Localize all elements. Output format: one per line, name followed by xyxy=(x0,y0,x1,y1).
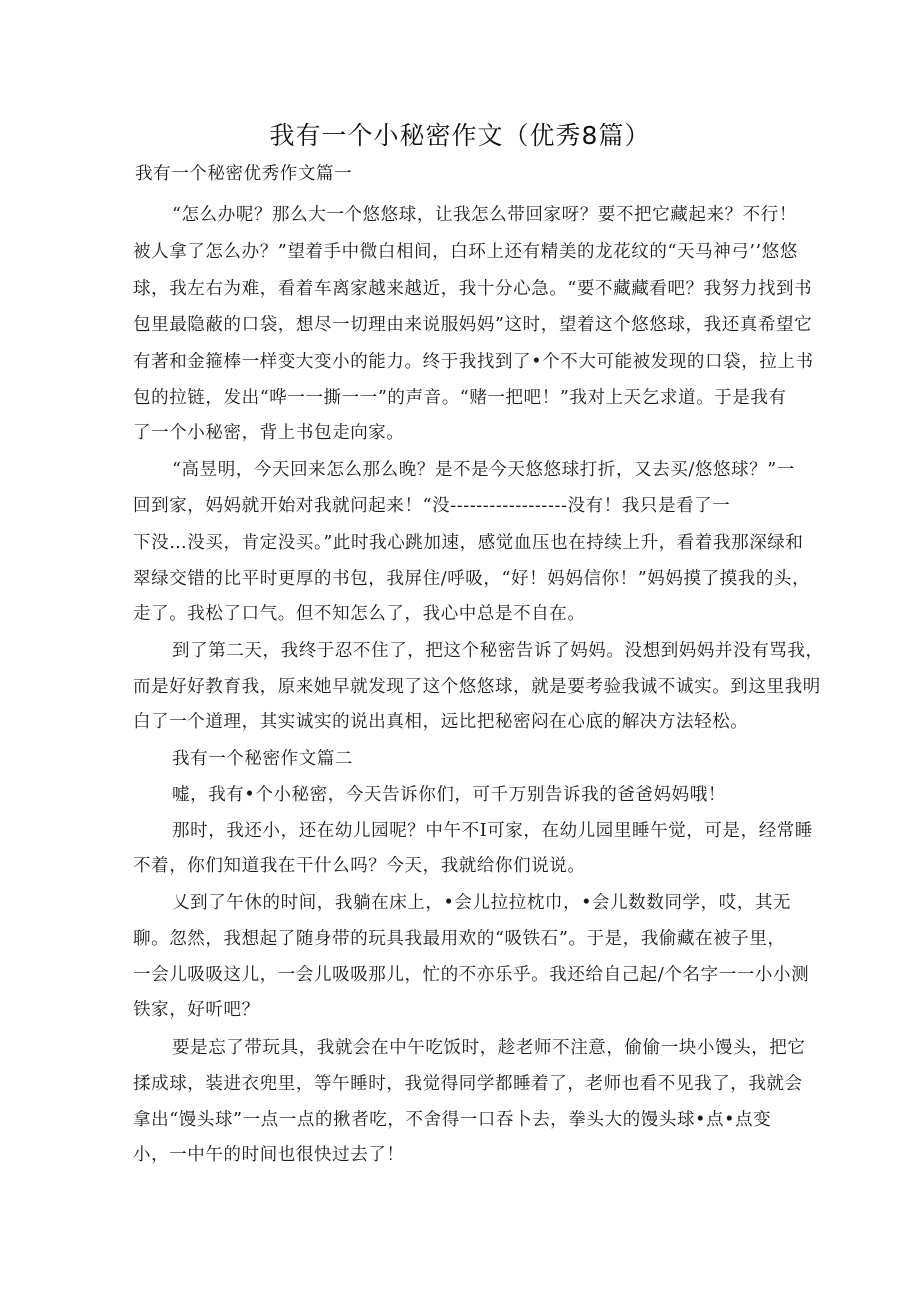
paragraph-line: “怎么办呢？那么大一个悠悠球，让我怎么带回家呀？要不把它藏起来？不行！ xyxy=(172,205,797,225)
section-heading-2: 我有一个秘密作文篇二 xyxy=(172,749,353,769)
paragraph-line: 到了第二天，我终于忍不住了，把这个秘密告诉了妈妈。没想到妈妈并没有骂我， xyxy=(172,641,824,661)
paragraph-line: 有著和金箍棒一样变大变小的能力。终于我找到了•个不大可能被发现的口袋，拉上书 xyxy=(133,352,814,372)
paragraph-line: 回到家，妈妈就开始对我就问起来！“没------------------没有！我只是看了一 xyxy=(133,496,731,516)
paragraph-line: 而是好好教育我，原来她早就发现了这个悠悠球，就是要考验我诚不诚实。到这里我明 xyxy=(133,677,821,697)
paragraph-line: 不着，你们知道我在干什么吗？今天，我就给你们说说。 xyxy=(133,856,586,876)
paragraph-line: 球，我左右为难，看着车离家越来越近，我十分心急。“要不藏藏看吧？我努力找到书 xyxy=(133,279,813,299)
paragraph-line: 包里最隐蔽的口袋，想尽一切理由来说服妈妈”这时，望着这个悠悠球，我还真希望它 xyxy=(133,315,813,335)
paragraph-line: 聊。忽然，我想起了随身带的玩具我最用欢的“吸铁石”。于是，我偷藏在被子里， xyxy=(133,929,786,949)
paragraph-line: 走了。我松了口气。但不知怎么了，我心中总是不自在。 xyxy=(133,604,586,624)
paragraph-line: 乂到了午休的时间，我躺在床上，•会儿拉拉枕巾，•会儿数数同学，哎，其无 xyxy=(172,893,792,913)
paragraph-line: 揉成球，装进衣兜里，等午睡时，我觉得同学都睡着了，老师也看不见我了，我就会 xyxy=(133,1074,803,1094)
section-heading-1: 我有一个秘密优秀作文篇一 xyxy=(135,164,353,184)
paragraph-line: 铁家，好听吧？ xyxy=(133,1000,260,1020)
paragraph-line: 白了一个道理，其实诚实的说出真相，远比把秘密闷在心底的解决方法轻松。 xyxy=(133,712,749,732)
paragraph-line: 那时，我还小，还在幼儿园呢？中午不I可家，在幼儿园里睡午觉，可是，经常睡 xyxy=(172,821,814,841)
paragraph-line: 了一个小秘密，背上书包走向家。 xyxy=(133,423,405,443)
document-title: 我有一个小秘密作文（优秀8篇） xyxy=(269,121,651,150)
paragraph-line: 小，一中午的时间也很快过去了！ xyxy=(133,1145,405,1165)
paragraph-line: 嘘，我有•个小秘密，今天告诉你们，可千万别告诉我的爸爸妈妈哦！ xyxy=(172,785,726,805)
paragraph-line: 拿出“馒头球”一点一点的揪者吃，不舍得一口吞卜去，拳头大的馒头球•点•点变 xyxy=(133,1110,772,1130)
paragraph-line: 被人拿了怎么办？”望着手中微白相间，白环上还有精美的龙花纹的“天马神弓’’悠悠 xyxy=(133,242,798,262)
paragraph-line: 下没…没买，肯定没买。”此时我心跳加速，感觉血压也在持续上升，看着我那深绿和 xyxy=(133,533,804,553)
paragraph-line: 翠绿交错的比平时更厚的书包，我屏住/呼吸，“好！妈妈信你！”妈妈摸了摸我的头， xyxy=(133,569,811,589)
paragraph-line: “高昱明，今天回来怎么那么晚？是不是今天悠悠球打折，又去买/悠悠球？”一 xyxy=(172,460,795,480)
paragraph-line: 一会儿吸吸这儿，一会儿吸吸那儿，忙的不亦乐乎。我还给自己起/个名字一一小小测 xyxy=(133,965,810,985)
paragraph-line: 要是忘了带玩具，我就会在中午吃饭时，趁老师不注意，偷偷一块小馒头，把它 xyxy=(172,1038,806,1058)
paragraph-line: 包的拉链，发出“哗一一撕一一”的声音。“赌一把吧！”我对上天乞求道。于是我有 xyxy=(133,388,787,408)
